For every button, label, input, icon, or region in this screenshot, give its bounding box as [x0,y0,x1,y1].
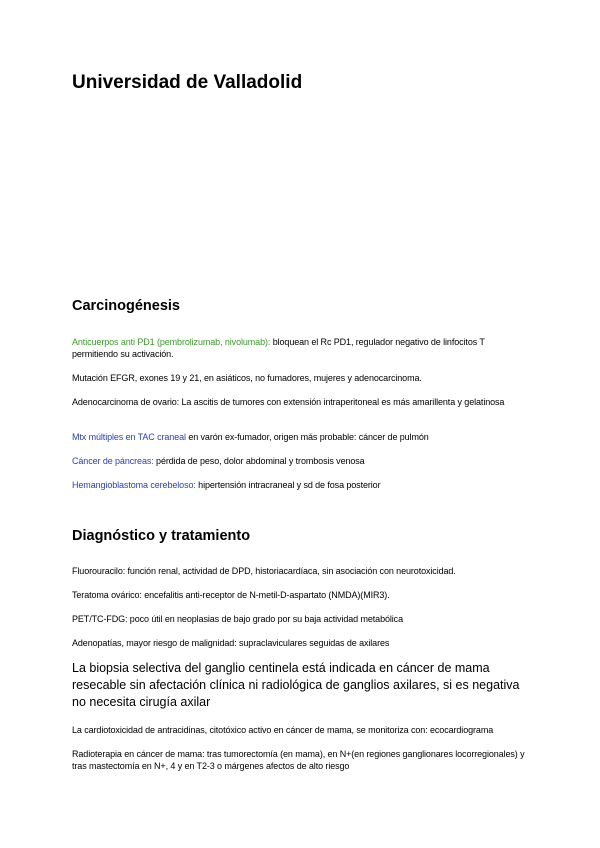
note-egfr: Mutación EFGR, exones 19 y 21, en asiáticos, no fumadores, mujeres y adenocarcinoma. [72,373,422,383]
note-text: en varón ex-fumador, origen más probable: cáncer de pulmón [185,432,429,442]
section-heading-carcinogenesis: Carcinogénesis [72,298,180,314]
note-adenopathies: Adenopatías, mayor riesgo de malignidad: supraclaviculares seguidas de axilares [72,638,390,648]
note-pet-tc: PET/TC-FDG: poco útil en neoplasias de bajo grado por su baja actividad metabólica [72,614,403,624]
document-title: Universidad de Valladolid [72,72,303,93]
highlight-hemangioblastoma: Hemangioblastoma cerebeloso: [72,480,196,490]
note-ovarian-teratoma: Teratoma ovárico: encefalitis anti-receptor de N-metil-D-aspartato (NMDA)(MIR3). [72,590,390,600]
note-text: hipertensión intracraneal y sd de fosa posterior [195,480,381,490]
note-ovary-adenocarcinoma: Adenocarcinoma de ovario: La ascitis de tumores con extensión intraperitoneal es más amarillenta y gelatinosa [72,397,505,407]
highlight-pancreas: Cáncer de páncreas: [72,456,154,466]
note-pancreas [72,455,528,467]
note-fluorouracil: Fluorouracilo: función renal, actividad de DPD, historiacardíaca, sin asociación con neurotoxicidad. [72,566,456,576]
note-radiotherapy: Radioterapia en cáncer de mama: tras tumorectomía (en mama), en N+(en regiones ganglionares locorregionales) y tras mastectomía en N+, 4 y en T2-3 o márgenes afectos de alto riesgo [72,749,525,771]
highlight-brain-metastasis: Mtx múltiples en TAC craneal [72,432,186,442]
note-brain-metastasis [72,431,528,443]
note-cardiotoxicity: La cardiotoxicidad de antracidinas, citotóxico activo en cáncer de mama, se monitoriza con: ecocardiograma [72,725,494,735]
note-text: pérdida de peso, dolor abdominal y trombosis venosa [153,456,365,466]
note-text: bloquean el Rc PD1, regulador negativo de linfocitos T permitiendo su activación. [72,337,485,359]
note-sentinel-node-biopsy: La biopsia selectiva del ganglio centinela está indicada en cáncer de mama resecable sin afectación clínica ni radiológica de ganglios axilares, si es negativa no necesita cirugía axilar [72,661,520,709]
section-heading-diagnosis: Diagnóstico y tratamiento [72,528,251,544]
note-anti-pd1 [72,336,528,360]
note-hemangioblastoma [72,479,528,491]
highlight-anti-pd1: Anticuerpos anti PD1 (pembrolizumab, nivolumab): [72,337,271,347]
